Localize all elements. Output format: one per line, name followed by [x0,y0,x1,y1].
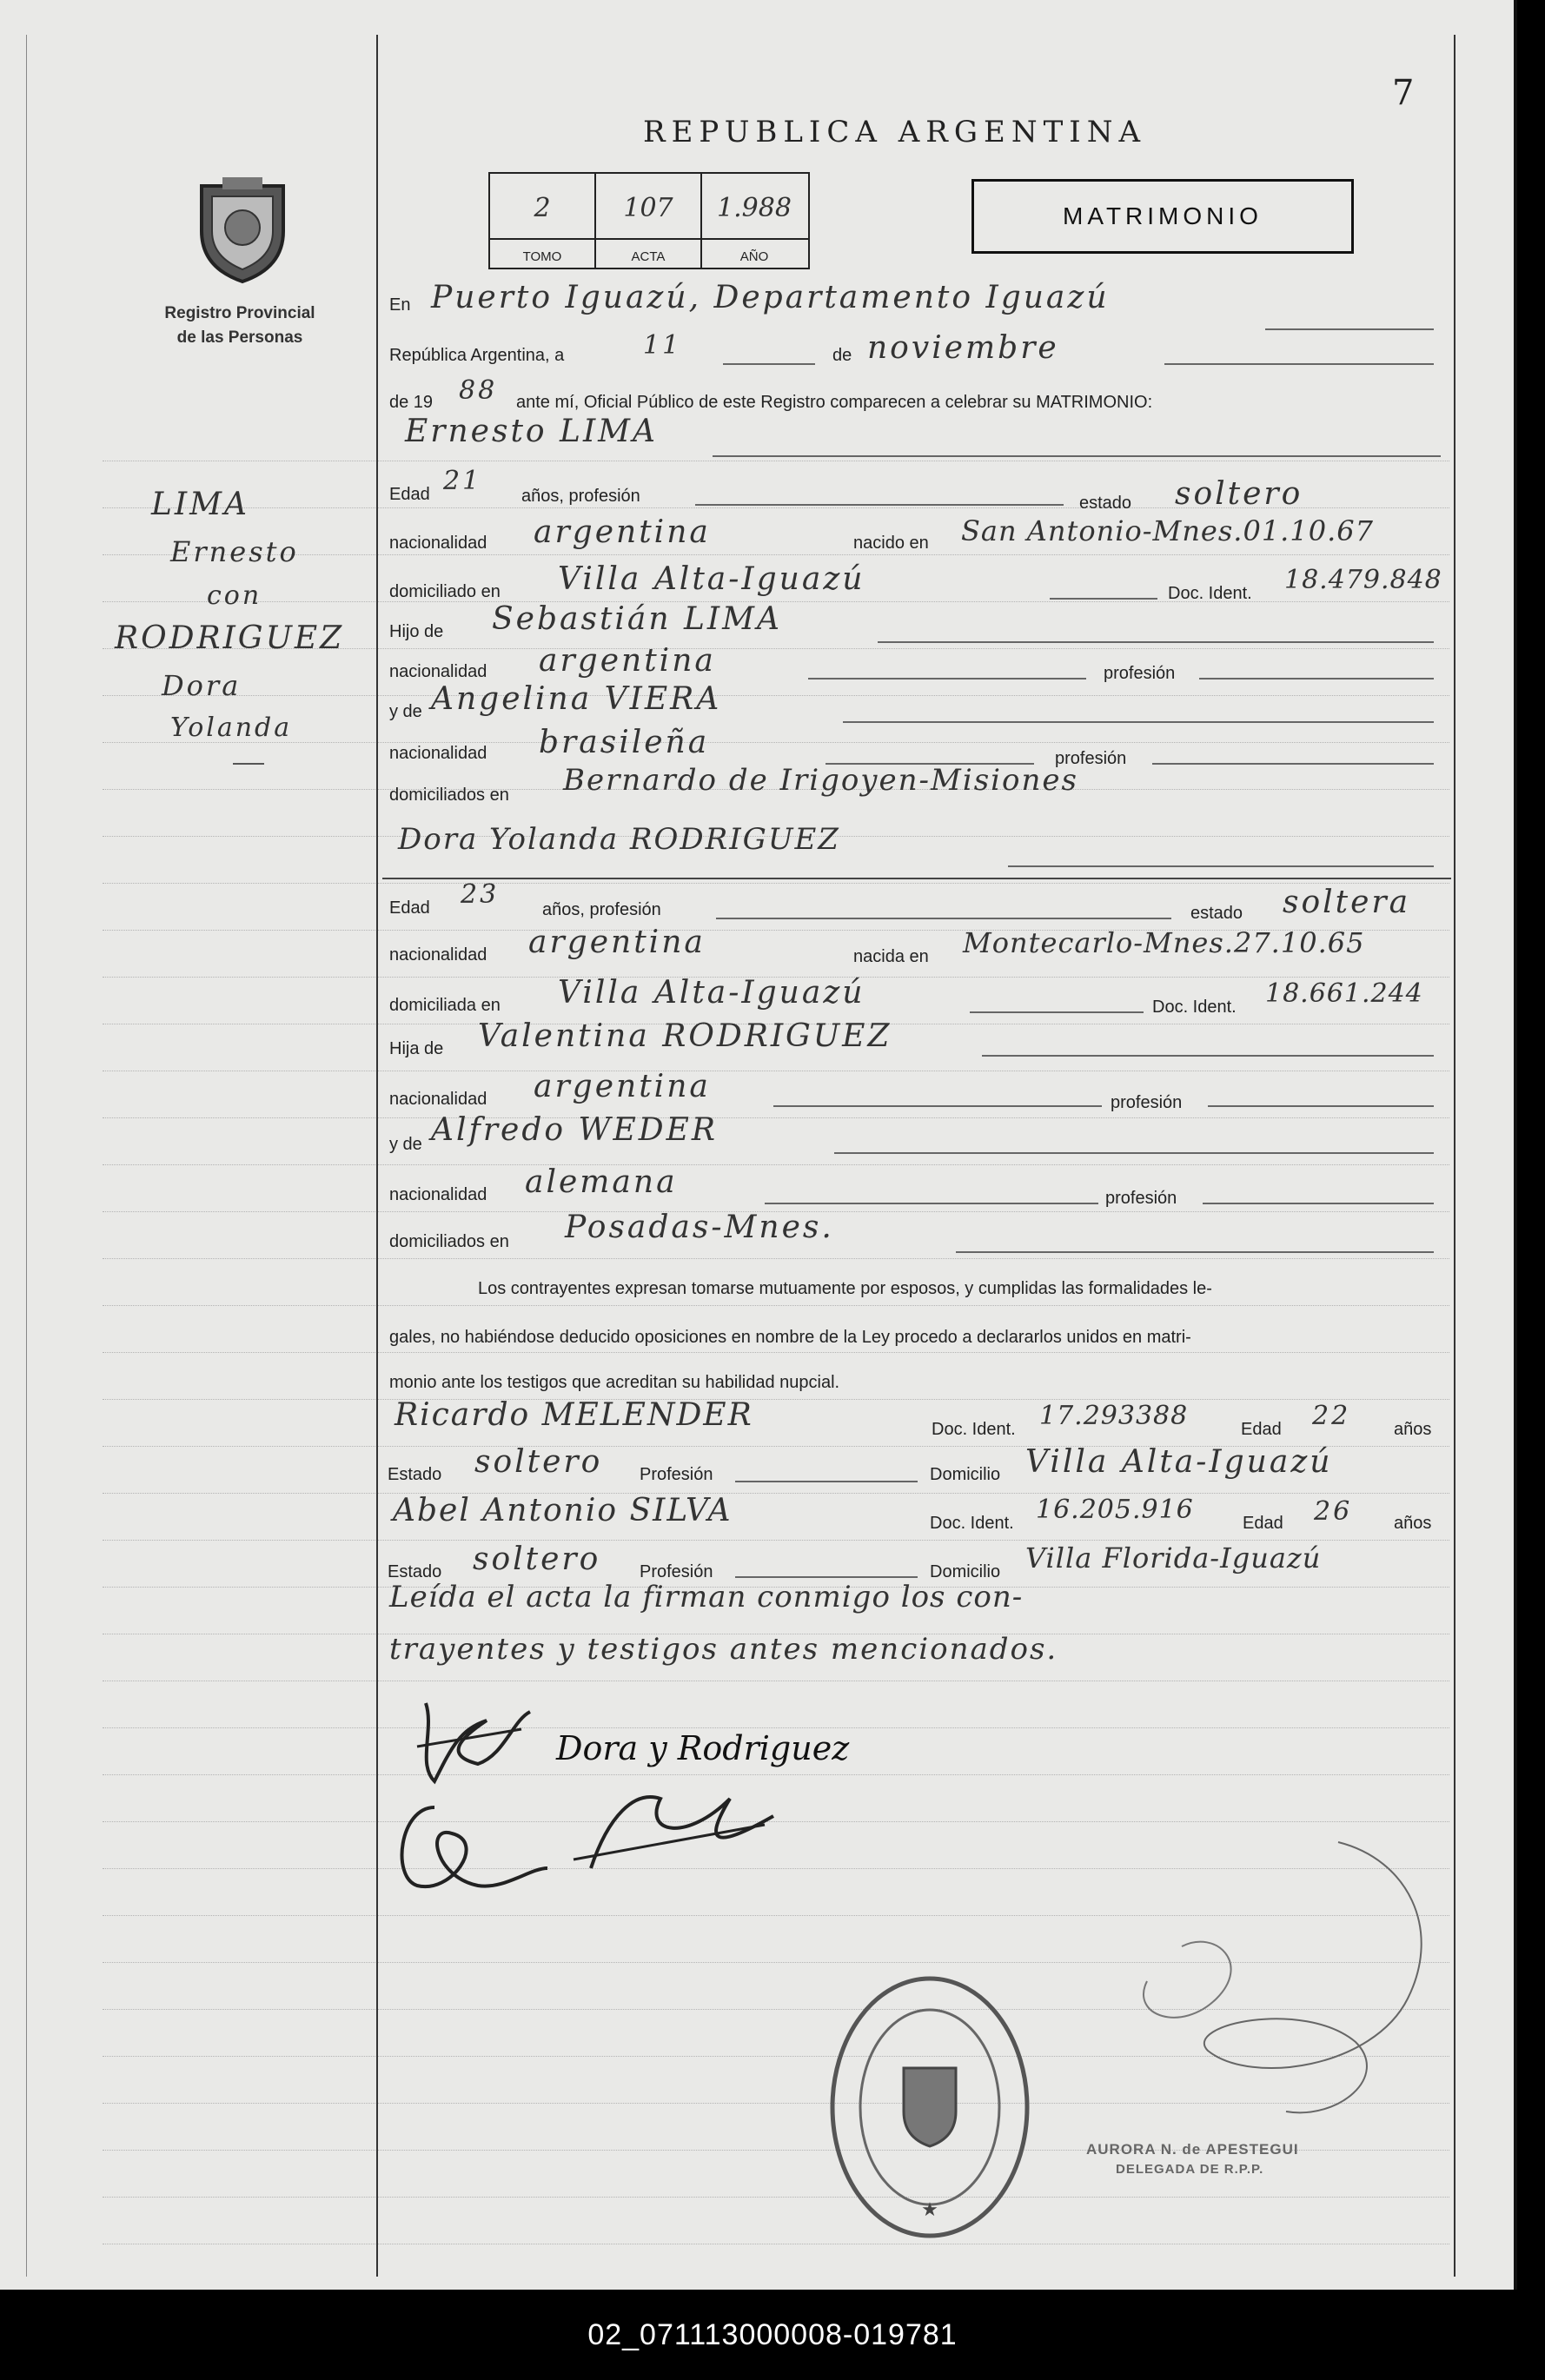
groom-father: Sebastián LIMA [492,601,783,637]
ano-label: AÑO [739,249,769,264]
svg-text:★: ★ [921,2199,938,2221]
ruled-line [103,1164,1449,1165]
place-year: 88 [459,375,498,406]
label-nacionalidad-6: nacionalidad [389,1185,487,1204]
label-nacionalidad: nacionalidad [389,534,487,553]
label-doc-ident-2: Doc. Ident. [1152,998,1237,1017]
label-profesion-4: profesión [1105,1189,1177,1208]
label-doc-ident: Doc. Ident. [1168,584,1252,603]
ruled-line [103,1352,1449,1353]
margin-note-6: Yolanda [170,713,293,743]
ruled-line [103,1305,1449,1306]
witness-1-age: 22 [1312,1401,1351,1431]
ruled-line [103,1540,1449,1541]
label-profesion-2: profesión [1055,749,1127,768]
label-nacida-en: nacida en [853,947,929,966]
witness-1-name: Ricardo MELENDER [395,1397,753,1433]
page-number: 7 [1392,73,1415,113]
witness-2-name: Abel Antonio SILVA [393,1493,733,1528]
label-domiciliado-en: domiciliado en [389,582,501,601]
officer-signature-icon [1078,1825,1460,2190]
bride-domicile: Villa Alta-Iguazú [558,975,865,1011]
witness-2-age: 26 [1314,1496,1353,1527]
bride-signature: Dora y Rodriguez [556,1729,850,1767]
ruled-line [103,1727,1449,1728]
bride-father: Alfredo WEDER [431,1112,719,1148]
ruled-line [103,2197,1449,2198]
label-profesion-3: profesión [1111,1093,1183,1112]
groom-mother: Angelina VIERA [431,681,722,717]
left-edge-line [26,35,27,2277]
bride-mother-nationality: argentina [534,1069,711,1104]
label-nacionalidad-5: nacionalidad [389,1090,487,1109]
witness-2-doc: 16.205.916 [1036,1495,1194,1525]
ruled-line [103,554,1449,555]
label-en: En [389,295,411,315]
label-de19: de 19 [389,393,434,412]
groom-mother-nationality: brasileña [539,725,710,760]
label-ante-mi: ante mí, Oficial Público de este Registro comparecen a celebrar su MATRIMONIO: [516,393,1153,412]
ruled-line [103,1399,1449,1400]
label-edad: Edad [389,485,430,504]
witness-1-domicile: Villa Alta-Iguazú [1025,1444,1333,1480]
groom-name: Ernesto LIMA [405,414,659,449]
label-edad-2: Edad [389,898,430,918]
label-anos-profesion: años, profesión [521,487,640,506]
margin-note-dash [233,763,264,765]
label-edad-4: Edad [1243,1514,1283,1533]
label-nacionalidad-3: nacionalidad [389,744,487,763]
label-doc-ident-3: Doc. Ident. [932,1420,1016,1439]
provincial-seal-icon [184,170,301,287]
acta-label: ACTA [631,249,666,264]
label-domiciliada-en: domiciliada en [389,996,501,1015]
country-title: REPUBLICA ARGENTINA [643,115,1147,149]
ruled-line [103,1258,1449,1259]
margin-note-5: Dora [162,669,242,702]
label-nacionalidad-4: nacionalidad [389,945,487,965]
margin-note-1: LIMA [151,487,249,522]
image-caption: 02_071113000008-019781 [0,2290,1545,2380]
bride-name: Dora Yolanda RODRIGUEZ [398,822,840,857]
statement-line-3: monio ante los testigos que acreditan su habilidad nupcial. [389,1373,840,1392]
place-day: 11 [643,330,682,361]
closing-line-2: trayentes y testigos antes mencionados. [389,1632,1058,1667]
bride-mother: Valentina RODRIGUEZ [478,1018,892,1054]
witness-1-doc: 17.293388 [1039,1401,1189,1431]
label-estado-cap-2: Estado [388,1562,442,1581]
bride-nationality: argentina [528,925,706,960]
tomo-label: TOMO [522,249,562,264]
label-anos-profesion-2: años, profesión [542,900,661,919]
ruled-line [103,1493,1449,1494]
label-profesion: profesión [1104,664,1176,683]
margin-line [376,35,378,2277]
label-profesion-cap: Profesión [640,1465,713,1484]
groom-father-nationality: argentina [539,643,716,679]
place-month: noviembre [867,330,1059,366]
label-nacionalidad-2: nacionalidad [389,662,487,681]
label-hijo-de: Hijo de [389,622,444,641]
margin-note-4: RODRIGUEZ [115,620,345,656]
registry-line-1: Registro Provincial [164,304,315,322]
witness-1-status: soltero [474,1444,603,1480]
record-number-box [488,172,810,269]
registry-line-2: de las Personas [176,328,303,347]
witness-signature-1-icon [382,1790,556,1912]
stamp-officer: AURORA N. de APESTEGUI [1086,2141,1299,2158]
tomo-value: 2 [534,193,551,223]
ano-value: 1.988 [717,193,792,223]
ruled-line [103,695,1449,696]
witness-2-domicile: Villa Florida-Iguazú [1025,1541,1322,1575]
record-type-box: MATRIMONIO [971,179,1354,254]
witness-signature-2-icon [556,1764,782,1894]
groom-domicile: Villa Alta-Iguazú [558,561,865,597]
label-estado: estado [1079,494,1132,513]
label-anos-2: años [1394,1514,1432,1533]
label-profesion-cap-2: Profesión [640,1562,713,1581]
label-nacido-en: nacido en [853,534,929,553]
groom-signature-icon [408,1694,539,1799]
label-republica: República Argentina, a [389,346,565,365]
groom-status: soltero [1175,476,1303,512]
acta-value: 107 [623,193,673,223]
label-edad-3: Edad [1241,1420,1282,1439]
bride-father-nationality: alemana [525,1164,678,1200]
groom-nationality: argentina [534,514,711,550]
bride-age: 23 [461,879,500,910]
bride-birth: Montecarlo-Mnes.27.10.65 [963,926,1365,959]
label-domiciliados-en: domiciliados en [389,786,509,805]
label-anos: años [1394,1420,1432,1439]
groom-doc: 18.479.848 [1284,565,1442,595]
margin-note-3: con [207,580,262,611]
witness-2-status: soltero [473,1541,601,1577]
statement-line-1: Los contrayentes expresan tomarse mutuamente por esposos, y cumplidas las formalidades le- [478,1279,1212,1298]
groom-birth: San Antonio-Mnes.01.10.67 [961,514,1374,547]
closing-line-1: Leída el acta la firman conmigo los con- [389,1580,1024,1614]
bride-status: soltera [1283,885,1411,920]
groom-parents-domicile: Bernardo de Irigoyen-Misiones [563,763,1078,798]
label-estado-2: estado [1190,904,1243,923]
label-y-de-2: y de [389,1135,422,1154]
stamp-title: DELEGADA DE R.P.P. [1116,2162,1264,2177]
label-de: de [832,346,852,365]
groom-age: 21 [443,466,482,496]
margin-note-2: Ernesto [170,535,299,568]
label-domicilio-2: Domicilio [930,1562,1001,1581]
label-y-de: y de [389,702,422,721]
ruled-line [103,1117,1449,1118]
label-estado-cap: Estado [388,1465,442,1484]
ruled-line [103,883,1449,884]
place-city: Puerto Iguazú, Departamento Iguazú [431,280,1110,315]
label-domiciliados-en-2: domiciliados en [389,1232,509,1251]
section-divider [382,878,1451,879]
label-domicilio: Domicilio [930,1465,1001,1484]
label-hija-de: Hija de [389,1039,444,1058]
ruled-line [103,742,1449,743]
statement-line-2: gales, no habiéndose deducido oposiciones en nombre de la Ley procedo a declararlos unidos en matri- [389,1328,1191,1347]
label-doc-ident-4: Doc. Ident. [930,1514,1014,1533]
bride-doc: 18.661.244 [1265,978,1423,1009]
bride-parents-domicile: Posadas-Mnes. [565,1210,834,1245]
official-stamp-icon [826,1972,1034,2242]
